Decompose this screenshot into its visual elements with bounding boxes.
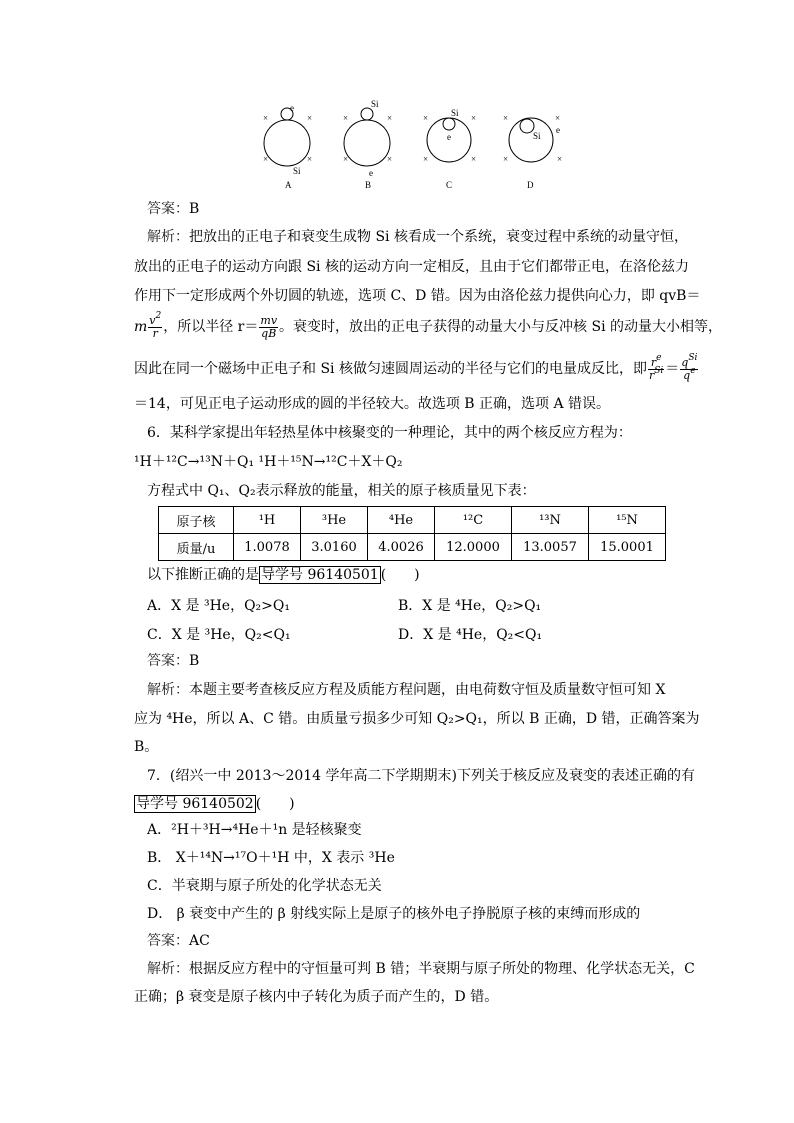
q6-answer: 答案：B <box>147 653 200 669</box>
panel-b-small-label: Si <box>371 99 379 109</box>
table-header-cell: ¹H <box>234 507 301 534</box>
field-cross-mark: × <box>557 154 563 164</box>
q5-explanation-line-2: 放出的正电子的运动方向跟 Si 核的运动方向一定相反，且由于它们都带正电，在洛伦兹力 <box>134 259 689 275</box>
q6-option-d: D．X 是 ⁴He，Q₂<Q₁ <box>398 627 543 643</box>
q6-stem: 6．某科学家提出年轻热星体中核聚变的一种理论，其中的两个核反应方程为： <box>147 425 632 441</box>
panel-c-big-label: e <box>447 132 451 142</box>
q7-option-c: C．半衰期与原子所处的化学状态无关 <box>147 878 382 894</box>
q5-explanation-line-5: 因此在同一个磁场中正电子和 Si 核做匀速圆周运动的半径与它们的电量成反比，即 $\frac{r^e}{r^{Si}}$ ＝ $\frac{q^{Si}}{q^e}$ <box>134 352 698 382</box>
panel-c-label: C <box>446 180 453 190</box>
q7-option-d: D． β 衰变中产生的 β 射线实际上是原子的核外电子挣脱原子核的束缚而形成的 <box>147 906 641 922</box>
q7-option-b: B． X＋¹⁴N→¹⁷O＋¹H 中，X 表示 ³He <box>147 850 395 866</box>
table-header-cell: ¹³N <box>512 507 589 534</box>
table-cell: 13.0057 <box>512 534 589 561</box>
q5-answer: 答案：B <box>147 201 200 217</box>
q7-stem: 7．(绍兴一中 2013～2014 学年高二下学期期末)下列关于核反应及衰变的表述正确的有 <box>147 768 695 784</box>
q6-explanation-line-1: 解析：本题主要考查核反应方程及质能方程问题，由电荷数守恒及质量数守恒可知 X <box>147 682 666 698</box>
radius-ratio-fraction: $\frac{r^e}{r^{Si}}$ <box>648 352 664 382</box>
panel-d-big-circle <box>509 118 553 162</box>
q7-answer: 答案：AC <box>147 933 210 949</box>
q7-explanation-line-2: 正确；β 衰变是原子核内中子转化为质子而产生的，D 错。 <box>134 989 499 1005</box>
field-cross-mark: × <box>471 154 477 164</box>
panel-a-big-circle <box>264 120 313 166</box>
panel-d <box>503 113 562 190</box>
panel-a-small-label: e <box>290 103 294 113</box>
q5-explanation-line-4: m $\frac{v^2}{r}$ ，所以半径 r＝ $\frac{mv}{qB}$ 。衰变时，放出的正电子获得的动量大小与反冲核 Si 的动量大小相等， <box>134 310 723 340</box>
table-header-cell: 原子核 <box>159 507 234 534</box>
q6-equations: ¹H＋¹²C→¹³N＋Q₁ ¹H＋¹⁵N→¹²C＋X＋Q₂ <box>134 454 403 470</box>
panel-b-label: B <box>365 180 372 190</box>
q6-option-a: A．X 是 ³He，Q₂>Q₁ <box>147 598 290 614</box>
table-row <box>159 534 666 561</box>
panel-b-big-circle <box>344 120 393 166</box>
trajectory-figure <box>255 98 565 193</box>
q7-code-link[interactable]: 导学号 96140502 <box>136 796 254 812</box>
panel-a-big-label: Si <box>293 166 301 176</box>
q6-description: 方程式中 Q₁、Q₂表示释放的能量，相关的原子核质量见下表： <box>147 483 536 499</box>
q5-explanation-line-6: ＝14，可见正电子运动形成的圆的半径较大。故选项 B 正确，选项 A 错误。 <box>134 396 611 412</box>
panel-c-small-circle <box>443 118 455 130</box>
field-cross-mark: × <box>263 154 269 164</box>
q7-explanation-line-1: 解析：根据反应方程中的守恒量可判 B 错；半衰期与原子所处的物理、化学状态无关，C <box>147 961 695 977</box>
table-header-cell: ³He <box>301 507 368 534</box>
panel-b <box>343 99 392 190</box>
panel-d-small-label: Si <box>533 131 541 141</box>
q6-option-c: C．X 是 ³He，Q₂<Q₁ <box>147 627 291 643</box>
table-cell: 4.0026 <box>368 534 435 561</box>
panel-a-label: A <box>285 180 292 190</box>
q6-code-link[interactable]: 导学号 96140501 <box>261 567 379 583</box>
field-cross-mark: × <box>423 113 429 123</box>
panel-c <box>423 108 476 190</box>
q6-explanation-line-3: B。 <box>134 739 159 755</box>
q5-explanation-line-3: 作用下一定形成两个外切圆的轨迹，选项 C、D 错。因为由洛伦兹力提供向心力，即 qvB＝ <box>134 288 701 304</box>
table-header-cell: ⁴He <box>368 507 435 534</box>
field-cross-mark: × <box>343 154 349 164</box>
panel-d-big-label: e <box>556 125 560 135</box>
field-cross-mark: × <box>503 154 509 164</box>
table-header-cell: ¹²C <box>435 507 512 534</box>
field-cross-mark: × <box>423 154 429 164</box>
field-cross-mark: × <box>307 113 313 123</box>
q6-prompt: 以下推断正确的是 导学号 96140501 ( ) <box>147 567 420 583</box>
field-cross-mark: × <box>343 113 349 123</box>
mv-over-qb-fraction: $\frac{mv}{qB}$ <box>260 313 278 340</box>
field-cross-mark: × <box>555 113 561 123</box>
table-cell: 15.0001 <box>589 534 666 561</box>
table-cell: 3.0160 <box>301 534 368 561</box>
charge-ratio-fraction: $\frac{q^{Si}}{q^e}$ <box>681 352 698 382</box>
v2-over-r-fraction: $\frac{v^2}{r}$ <box>149 310 162 340</box>
field-cross-mark: × <box>307 154 313 164</box>
q6-explanation-line-2: 应为 ⁴He，所以 A、C 错。由质量亏损多少可知 Q₂>Q₁，所以 B 正确，D 错，正确答案为 <box>134 711 700 727</box>
q6-option-b: B．X 是 ⁴He，Q₂>Q₁ <box>398 598 542 614</box>
table-cell: 12.0000 <box>435 534 512 561</box>
table-header-row <box>159 507 666 534</box>
q7-option-a: A．²H＋³H→⁴He＋¹n 是轻核聚变 <box>147 822 362 838</box>
panel-b-small-circle <box>361 108 373 120</box>
field-cross-mark: × <box>471 113 477 123</box>
panel-d-label: D <box>527 180 534 190</box>
field-cross-mark: × <box>387 154 393 164</box>
q5-explanation-line-1: 解析：把放出的正电子和衰变生成物 Si 核看成一个系统，衰变过程中系统的动量守恒， <box>147 229 688 245</box>
panel-b-big-label: e <box>369 168 373 178</box>
field-cross-mark: × <box>503 113 509 123</box>
field-cross-mark: × <box>387 113 393 123</box>
panel-d-small-circle <box>520 119 534 133</box>
nuclear-mass-table <box>158 506 666 561</box>
table-cell: 1.0078 <box>234 534 301 561</box>
table-row-label: 质量/u <box>159 534 234 561</box>
panel-c-small-label: Si <box>451 108 459 118</box>
q7-code-line: 导学号 96140502 ( ) <box>136 796 295 812</box>
panel-a <box>263 103 312 190</box>
table-header-cell: ¹⁵N <box>589 507 666 534</box>
field-cross-mark: × <box>263 113 269 123</box>
